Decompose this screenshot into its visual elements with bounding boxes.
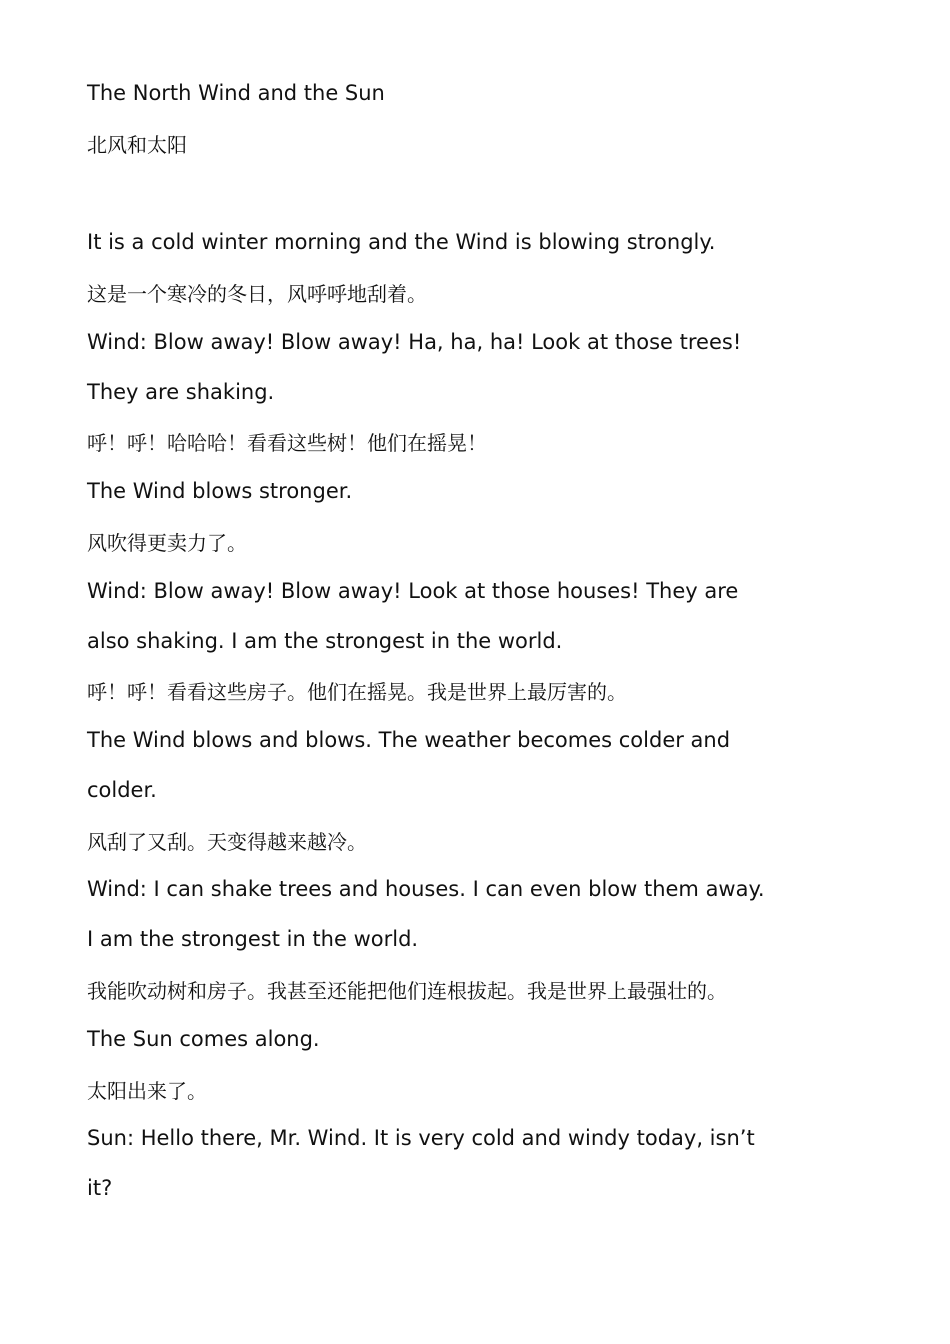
text-line: it? [87, 1176, 113, 1200]
text-line: 太阳出来了。 [87, 1079, 207, 1103]
text-line: 我能吹动树和房子。我甚至还能把他们连根拔起。我是世界上最强壮的。 [87, 979, 727, 1003]
text-line: The Wind blows stronger. [87, 479, 353, 503]
title-chinese: 北风和太阳 [87, 133, 187, 157]
text-line: also shaking. I am the strongest in the world. [87, 629, 563, 653]
text-line: Wind: Blow away! Blow away! Look at those houses! They are [87, 579, 739, 603]
text-line: 这是一个寒冷的冬日，风呼呼地刮着。 [87, 282, 427, 306]
text-line: It is a cold winter morning and the Wind is blowing strongly. [87, 230, 716, 254]
text-line: The Sun comes along. [87, 1027, 320, 1051]
text-line: colder. [87, 778, 157, 802]
text-line: 呼！呼！哈哈哈！看看这些树！他们在摇晃！ [87, 431, 487, 455]
text-line: The Wind blows and blows. The weather becomes colder and [87, 728, 731, 752]
text-line: I am the strongest in the world. [87, 927, 419, 951]
text-line: They are shaking. [87, 380, 275, 404]
text-line: 呼！呼！看看这些房子。他们在摇晃。我是世界上最厉害的。 [87, 680, 627, 704]
text-line: Wind: Blow away! Blow away! Ha, ha, ha! Look at those trees! [87, 330, 742, 354]
text-line: 风吹得更卖力了。 [87, 531, 247, 555]
text-line: Wind: I can shake trees and houses. I can even blow them away. [87, 877, 765, 901]
title-english: The North Wind and the Sun [87, 81, 385, 105]
text-line: Sun: Hello there, Mr. Wind. It is very cold and windy today, isn’t [87, 1126, 755, 1150]
text-line: 风刮了又刮。天变得越来越冷。 [87, 830, 367, 854]
